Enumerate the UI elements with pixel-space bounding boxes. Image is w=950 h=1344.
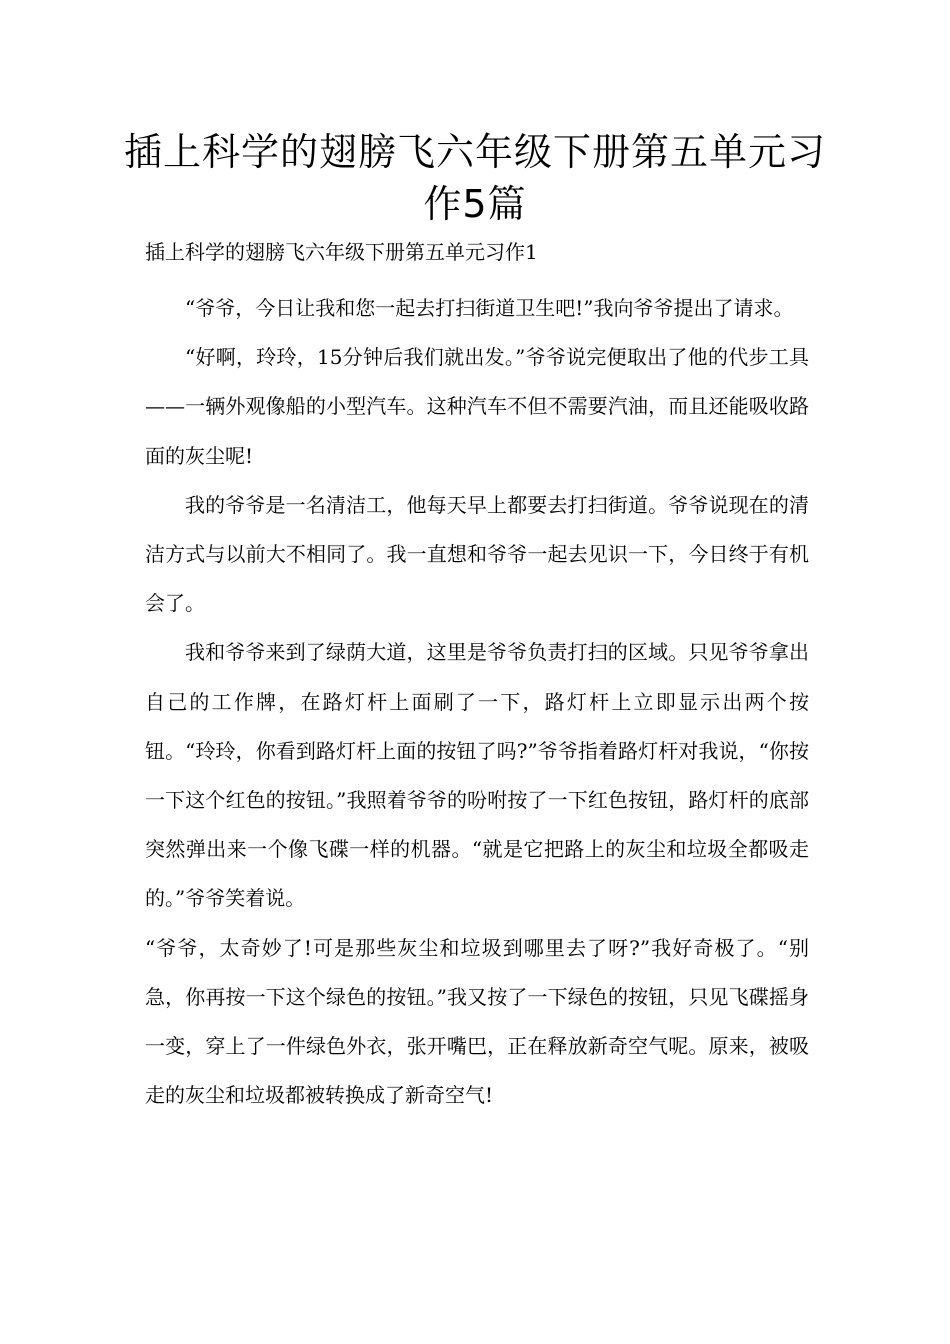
document-body [145, 284, 809, 1120]
document-title: 插上科学的翅膀飞六年级下册第五单元习作5篇 [123, 130, 826, 226]
paragraph: “爷爷，今日让我和您一起去打扫街道卫生吧!”我向爷爷提出了请求。 [185, 296, 794, 320]
paragraph: “爷爷，太奇妙了!可是那些灰尘和垃圾到哪里去了呀?”我好奇极了。“别急，你再按一下这个绿色的按钮。”我又按了一下绿色的按钮，只见飞碟摇身一变，穿上了一件绿色外衣，张开嘴巴，正在释放新奇空气呢。原来，被吸走的灰尘和垃圾都被转换成了新奇空气! [145, 935, 809, 1108]
paragraph: 我和爷爷来到了绿荫大道，这里是爷爷负责打扫的区域。只见爷爷拿出自己的工作牌，在路灯杆上面刷了一下，路灯杆上立即显示出两个按钮。“玲玲，你看到路灯杆上面的按钮了吗?”爷爷指着路灯杆对我说，“你按一下这个红色的按钮。”我照着爷爷的吩咐按了一下红色按钮，路灯杆的底部突然弹出来一个像飞碟一样的机器。“就是它把路上的灰尘和垃圾全都吸走的。”爷爷笑着说。 [145, 640, 809, 911]
paragraph: 我的爷爷是一名清洁工，他每天早上都要去打扫街道。爷爷说现在的清洁方式与以前大不相同了。我一直想和爷爷一起去见识一下，今日终于有机会了。 [145, 492, 809, 616]
document-subtitle: 插上科学的翅膀飞六年级下册第五单元习作1 [145, 240, 538, 264]
paragraph: “好啊，玲玲，15分钟后我们就出发。”爷爷说完便取出了他的代步工具——一辆外观像船的小型汽车。这种汽车不但不需要汽油，而且还能吸收路面的灰尘呢! [145, 345, 809, 468]
